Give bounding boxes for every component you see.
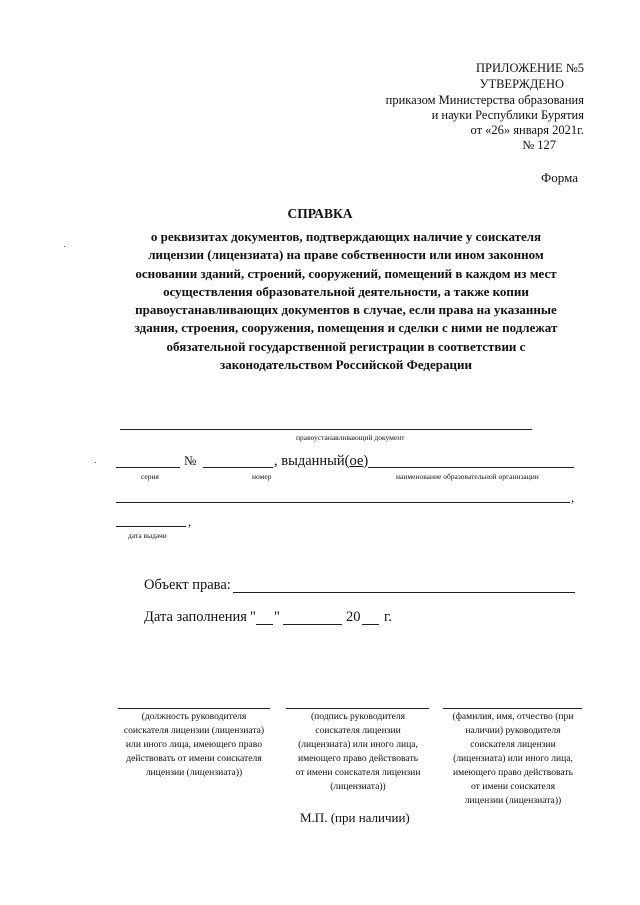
fill-year-field[interactable] [362,624,379,625]
order-date: от «26» января 2021г. [470,123,584,137]
signature-caption [282,710,434,794]
fill-year-suffix: г. [384,609,392,625]
object-field[interactable] [233,592,575,593]
subtitle-line: лицензии (лицензиата) на праве собственности или ином законном [148,247,544,263]
name-signature-line[interactable] [443,708,582,709]
caption-line: (подпись руководителя [310,711,406,722]
approved-label: УТВЕРЖДЕНО [479,77,564,91]
caption-line: соискателя лицензии [315,725,401,736]
object-label: Объект права: [144,577,231,593]
caption-line: (фамилия, имя, отчество (при [452,711,574,722]
order-line-2: и науки Республики Бурятия [431,108,584,122]
caption-line: наличии) руководителя [465,725,561,736]
quote-open: " [250,609,256,625]
caption-line: имеющего право действовать [453,767,573,778]
issued-suffix: ое [349,453,364,469]
caption-line: от имени соискателя [470,781,555,792]
caption-line: имеющего право действовать [298,753,418,764]
form-label: Форма [541,170,578,185]
stamp-label: М.П. (при наличии) [300,810,410,825]
issued-prefix: выданный( [281,453,350,469]
caption-line: соискателя лицензии (лицензиата) [123,725,265,736]
caption-line: соискателя лицензии [470,739,556,750]
caption-line: или иного лица, имеющего право [125,739,263,750]
organization-continuation-field[interactable] [116,502,570,503]
caption-line: (должность руководителя [141,711,247,722]
series-caption: серия [141,472,159,481]
fill-day-field[interactable] [256,624,273,625]
subtitle-line: основании зданий, строений, сооружений, помещений в каждом из мест [135,265,557,281]
comma: , [274,453,278,469]
caption-line: (лицензиата)) [330,781,386,792]
caption-line: (лицензиата) или иного лица, [453,753,573,764]
issued-label [274,453,368,470]
organization-caption: наименование образовательной организации [396,472,539,481]
position-caption [114,710,274,780]
fill-month-field[interactable] [283,624,342,625]
subtitle-line: о реквизитах документов, подтверждающих наличие у соискателя [150,229,542,244]
fill-date-label: Дата заполнения [144,609,247,625]
caption-line: лицензии (лицензиата)) [464,795,562,806]
document-title: СПРАВКА [287,206,353,221]
subtitle-line: осуществления образовательной деятельности, а также копии [163,283,529,299]
position-signature-line[interactable] [118,708,270,709]
number-caption: номер [252,472,272,481]
scan-dot [64,246,65,247]
legal-document-caption: правоустанавливающий документ [296,433,405,442]
issuing-organization-field[interactable] [368,467,574,468]
issue-date-field[interactable] [116,526,186,527]
order-line-1: приказом Министерства образования [385,93,584,107]
issue-date-caption: дата выдачи [128,531,167,540]
caption-line: действовать от имени соискателя [126,753,262,764]
legal-document-field[interactable] [120,429,532,430]
caption-line: лицензии (лицензиата)) [145,767,243,778]
full-name-caption [441,710,585,808]
subtitle-line: здания, строения, сооружения, помещения и сделки с ними не подлежат [134,320,558,336]
comma: , [571,490,575,505]
quote-close: " [274,609,280,625]
fill-year-prefix: 20 [346,609,361,625]
subtitle-line: обязательной государственной регистрации в соответствии с [166,338,526,354]
order-number: № 127 [522,138,556,152]
series-field[interactable] [116,467,180,468]
scan-dot [95,462,96,463]
caption-line: от имени соискателя лицензии [295,767,421,778]
number-field[interactable] [203,467,273,468]
document-subtitle [118,228,574,374]
caption-line: (лицензиата) или иного лица, [298,739,418,750]
appendix-label: ПРИЛОЖЕНИЕ №5 [475,61,584,75]
subtitle-line: законодательством Российской Федерации [220,357,472,373]
subtitle-line: правоустанавливающих документов в случае, если права на указанные [135,302,557,318]
comma: , [188,514,192,529]
signature-line[interactable] [286,708,429,709]
number-sign: № [184,453,197,468]
issued-close: ) [363,453,369,469]
